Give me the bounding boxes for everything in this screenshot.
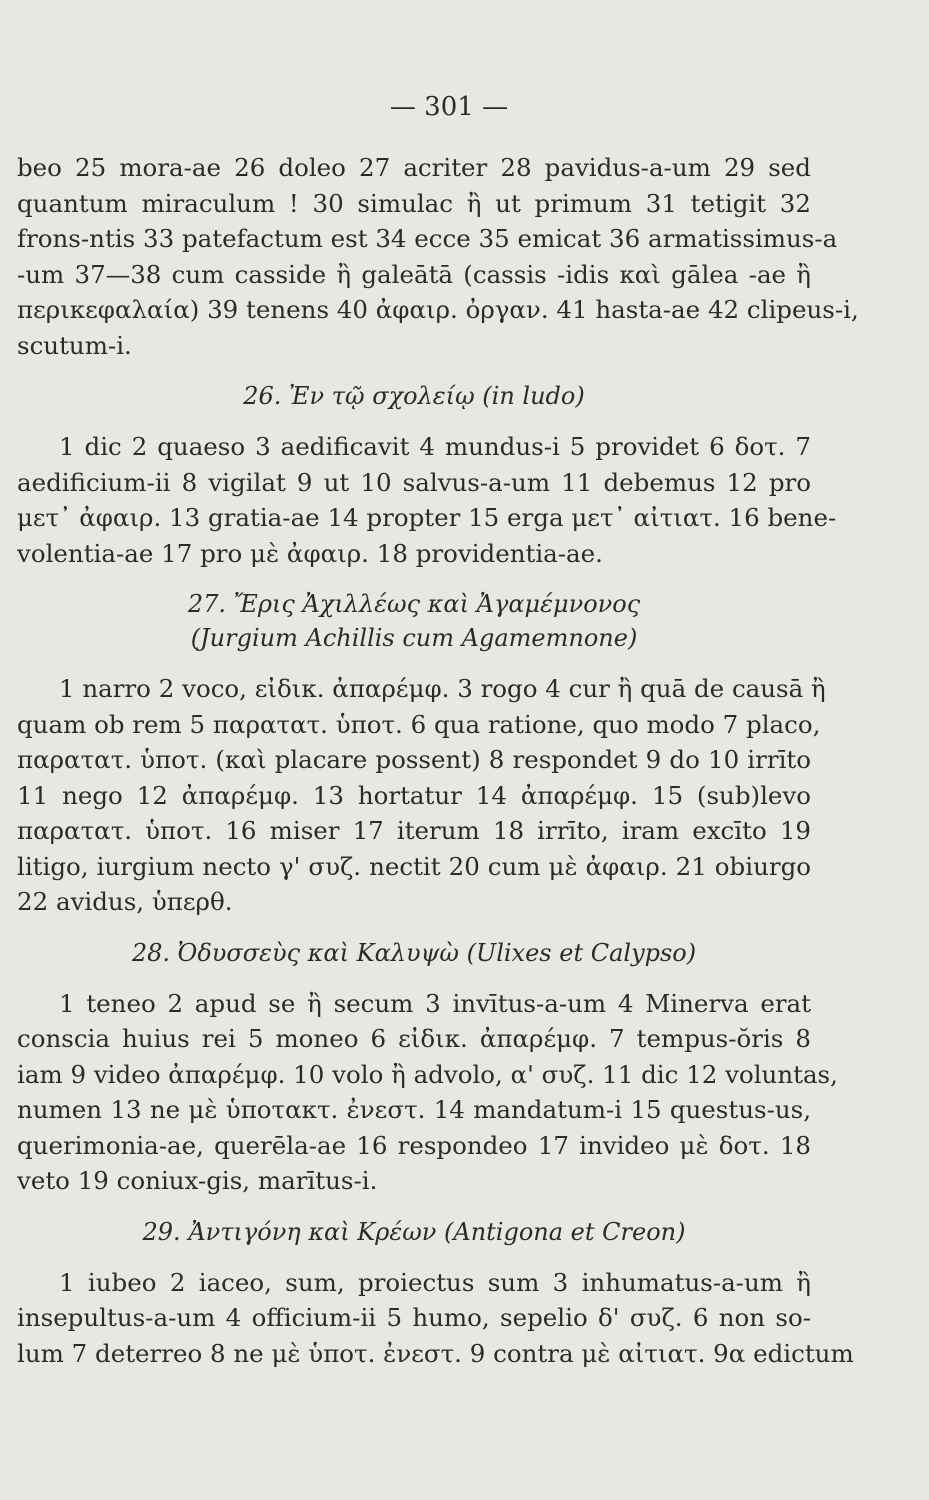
text-line: 22 avidus, ὑπερθ.: [17, 887, 233, 916]
text-line: iam 9 video ἀπαρέμφ. 10 volo ἢ advolo, α' συζ. 11 dic 12 voluntas,: [17, 1059, 838, 1089]
text-line: περικεφαλαία) 39 tenens 40 ἀφαιρ. ὀργαν. 41 hasta-ae 42 clipeus-i,: [17, 295, 859, 324]
text-line: παρατατ. ὑποτ. 16 miser 17 iterum 18 irrīto, iram excīto 19: [17, 816, 811, 845]
text-line: 1 dic 2 quaeso 3 aedificavit 4 mundus-i 5 providet 6 δοτ. 7: [59, 432, 811, 461]
text-line: litigo, iurgium necto γ' συζ. nectit 20 cum μὲ ἀφαιρ. 21 obiurgo: [17, 851, 811, 881]
section-subheading: (Jurgium Achillis cum Agamemnone): [190, 624, 638, 652]
text-line: insepultus-a-um 4 officium-ii 5 humo, sepelio δ' συζ. 6 non so-: [17, 1303, 811, 1332]
text-line: -um 37—38 cum casside ἢ galeātā (cassis -idis καὶ gālea -ae ἢ: [17, 259, 811, 289]
section-28: [17, 936, 838, 1199]
section-heading: 27. Ἔρις Ἀχιλλέως καὶ Ἀγαμέμνονος: [187, 590, 641, 618]
text-line: scutum-i.: [17, 330, 132, 360]
text-line: μετ᾽ ἀφαιρ. 13 gratia-ae 14 propter 15 erga μετ᾽ αἰτιατ. 16 bene-: [17, 503, 837, 532]
text-line: volentia-ae 17 pro μὲ ἀφαιρ. 18 providentia-ae.: [17, 538, 603, 568]
text-line: aedificium-ii 8 vigilat 9 ut 10 salvus-a-um 11 debemus 12 pro: [17, 467, 811, 497]
text-line: 1 iubeo 2 iaceo, sum, proiectus sum 3 inhumatus-a-um ἢ: [59, 1267, 811, 1297]
section-heading: 29. Ἀντιγόνη καὶ Κρέων (Antigona et Creon): [142, 1217, 686, 1246]
text-line: beo 25 mora-ae 26 doleo 27 acriter 28 pavidus-a-um 29 sed: [17, 153, 811, 182]
text-line: 1 teneo 2 apud se ἢ secum 3 invītus-a-um 4 Minerva erat: [59, 988, 811, 1018]
block-25-end: [17, 150, 859, 363]
text-line: frons-ntis 33 patefactum est 34 ecce 35 emicat 36 armatissimus-a: [17, 224, 838, 253]
text-line: quantum miraculum ! 30 simulac ἢ ut primum 31 tetigit 32: [17, 188, 811, 218]
page-number: — 301 —: [389, 92, 509, 122]
text-line: lum 7 deterreo 8 ne μὲ ὑποτ. ἐνεστ. 9 contra μὲ αἰτιατ. 9α edictum: [17, 1338, 854, 1368]
section-27: [17, 587, 826, 920]
text-line: veto 19 coniux-gis, marītus-i.: [17, 1166, 378, 1195]
text-line: numen 13 ne μὲ ὑποτακτ. ἐνεστ. 14 mandatum-i 15 questus-us,: [17, 1095, 811, 1124]
section-29: [17, 1215, 854, 1372]
text-line: παρατατ. ὑποτ. (καὶ placare possent) 8 respondet 9 do 10 irrīto: [17, 745, 811, 774]
section-heading: 26. Ἐν τῷ σχολείῳ (in ludo): [243, 382, 585, 410]
text-line: 11 nego 12 ἀπαρέμφ. 13 hortatur 14 ἀπαρέμφ. 15 (sub)levo: [17, 780, 811, 810]
text-line: quam ob rem 5 παρατατ. ὑποτ. 6 qua ratione, quo modo 7 placo,: [17, 709, 821, 739]
text-line: querimonia-ae, querēla-ae 16 respondeo 17 invideo μὲ δοτ. 18: [17, 1130, 811, 1160]
text-line: conscia huius rei 5 moneo 6 εἰδικ. ἀπαρέμφ. 7 tempus-ŏris 8: [17, 1024, 811, 1053]
text-line: 1 narro 2 voco, εἰδικ. ἀπαρέμφ. 3 rogo 4 cur ἢ quā de causā ἢ: [59, 674, 826, 703]
section-26: [17, 379, 837, 571]
section-heading: 28. Ὀδυσσεὺς καὶ Καλυψὼ (Ulixes et Calypso): [131, 938, 697, 967]
